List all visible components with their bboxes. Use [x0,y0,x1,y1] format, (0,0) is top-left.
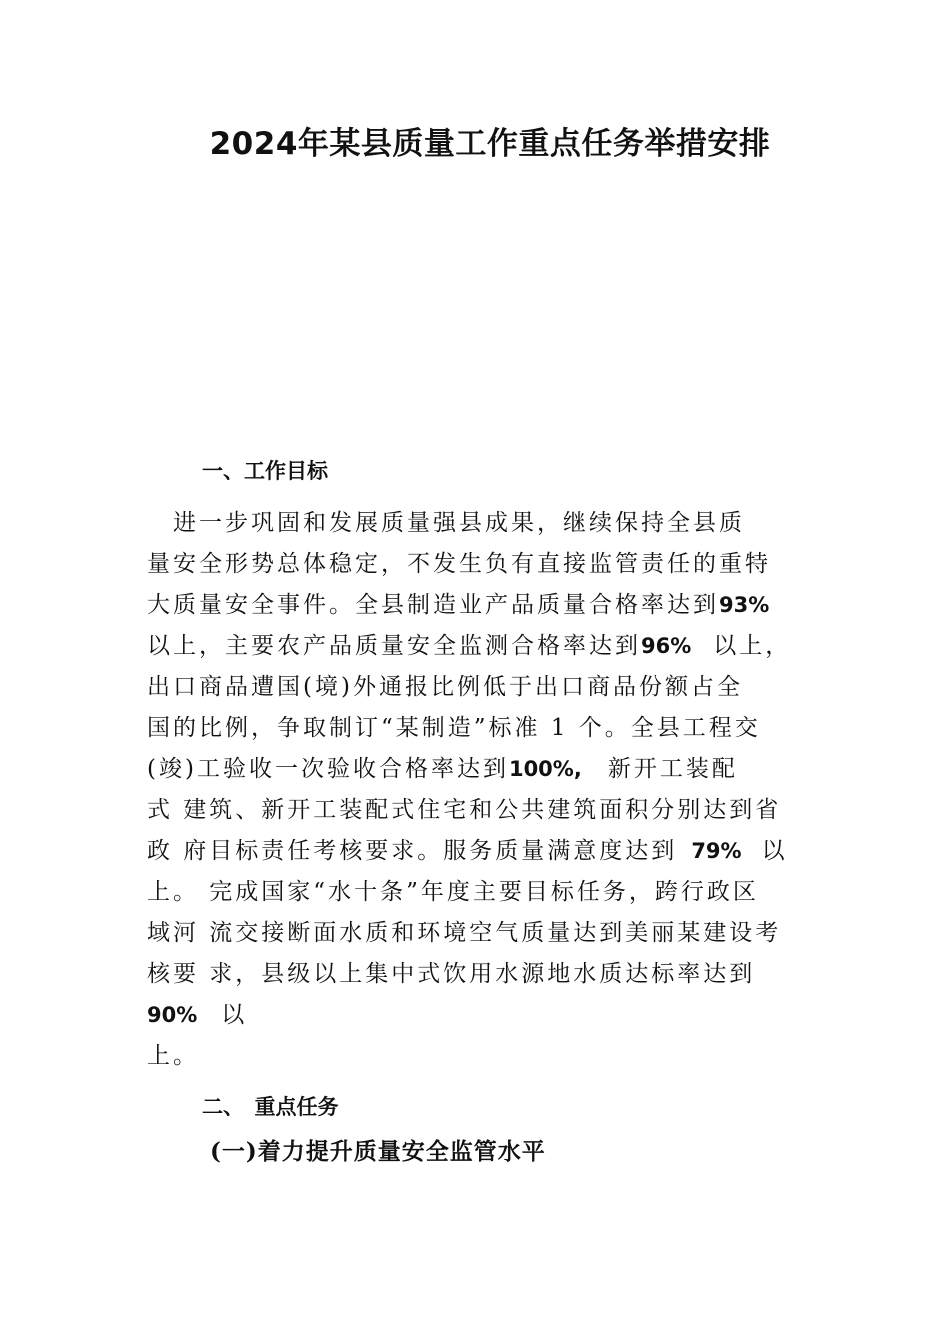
paragraph-line: 进一步巩固和发展质量强县成果，继续保持全县质 [147,510,745,536]
document-title: 2024年某县质量工作重点任务举措安排 [209,126,771,162]
paragraph-line: 量安全形势总体稳定，不发生负有直接监管责任的重特 [147,551,771,577]
manufacturing-pass-rate: 93% [719,593,770,617]
paragraph-line: 出口商品遭国(境)外通报比例低于出口商品份额占全 [147,674,743,700]
paragraph-line [147,995,817,1036]
section-heading-work-goals: 一、工作目标 [202,459,328,483]
line-text: 新开工装配 [607,756,738,782]
acceptance-rate: 100%, [508,757,582,781]
paragraph-line: 域河 流交接断面水质和环境空气质量达到美丽某建设考 [147,920,782,946]
service-satisfaction-rate: 79% [691,839,742,863]
paragraph-line: 上。 [147,1043,199,1069]
line-text: 以 [221,1002,248,1028]
paragraph-line: 上。 完成国家“水十条”年度主要目标任务，跨行政区 [147,879,759,905]
line-text: 以上，主要农产品质量安全监测合格率达到 [147,633,641,659]
paragraph-line: 式 建筑、新开工装配式住宅和公共建筑面积分别达到省 [147,797,782,823]
line-text: (竣)工验收一次验收合格率达到 [147,756,509,782]
paragraph-line: 国的比例，争取制订“某制造”标准 1 个。全县工程交 [147,715,761,741]
line-text: 大质量安全事件。全县制造业产品质量合格率达到 [147,592,719,618]
agri-pass-rate: 96% [641,634,692,658]
line-text: 政 府目标责任考核要求。服务质量满意度达到 [147,838,678,864]
line-text: 以 [761,838,788,864]
section-heading-key-tasks: 二、 重点任务 [202,1095,339,1119]
paragraph-line [147,585,817,626]
work-goals-paragraph [147,503,817,1077]
subsection-heading-quality-supervision: (一)着力提升质量安全监管水平 [210,1138,546,1165]
paragraph-line [147,831,817,872]
paragraph-line [147,626,817,667]
line-text: 以上， [713,633,792,659]
water-quality-rate: 90% [147,1003,198,1027]
paragraph-line: 核要 求，县级以上集中式饮用水源地水质达标率达到 [147,961,756,987]
paragraph-line [147,749,817,790]
